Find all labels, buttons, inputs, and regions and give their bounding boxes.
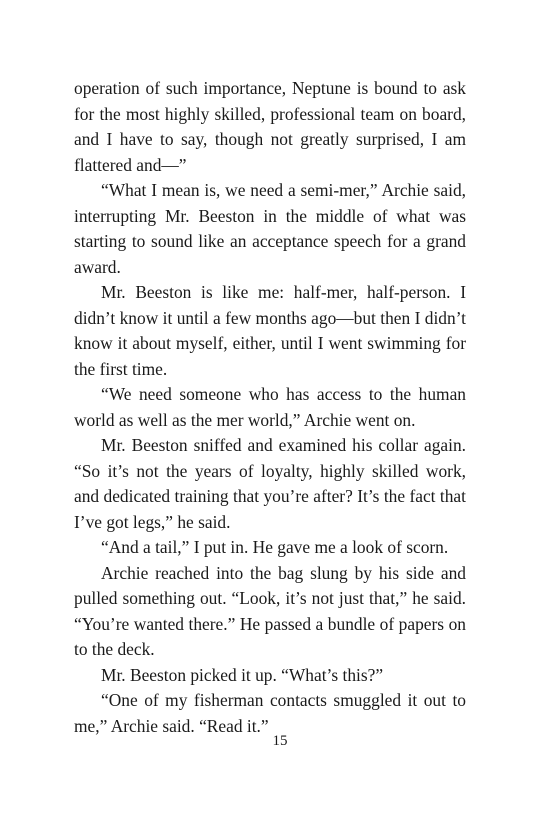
paragraph: Mr. Beeston picked it up. “What’s this?” [101, 664, 384, 685]
paragraph: Mr. Beeston is like me: half-mer, half-person. I didn’t know it until a few months ago—but then I didn’t know it about myself, either, until I went swimming for the first time. [74, 282, 466, 379]
paragraph: Mr. Beeston sniffed and examined his collar again. “So it’s not the years of loyalty, highly skilled work, and dedicated training that you’re after? It’s the fact that I’ve got legs,” he said. [74, 435, 466, 532]
paragraph: “One of my fisherman contacts smuggled it out to me,” Archie said. “Read it.” [74, 690, 466, 736]
page-number: 15 [272, 733, 288, 749]
paragraph: Archie reached into the bag slung by his side and pulled something out. “Look, it’s not just that,” he said. “You’re wanted there.” He passed a bundle of papers on to the deck. [74, 562, 466, 659]
paragraph-continued: operation of such importance, Neptune is bound to ask for the most highly skilled, professional team on board, and I have to say, though not greatly surprised, I am flattered and—” [74, 78, 466, 175]
paragraph: “And a tail,” I put in. He gave me a look of scorn. [101, 537, 449, 557]
paragraph: “We need someone who has access to the human world as well as the mer world,” Archie went on. [74, 384, 466, 430]
paragraph: “What I mean is, we need a semi-mer,” Archie said, interrupting Mr. Beeston in the middle of what was starting to sound like an acceptance speech for a grand award. [74, 180, 466, 277]
book-page-text [74, 76, 466, 739]
